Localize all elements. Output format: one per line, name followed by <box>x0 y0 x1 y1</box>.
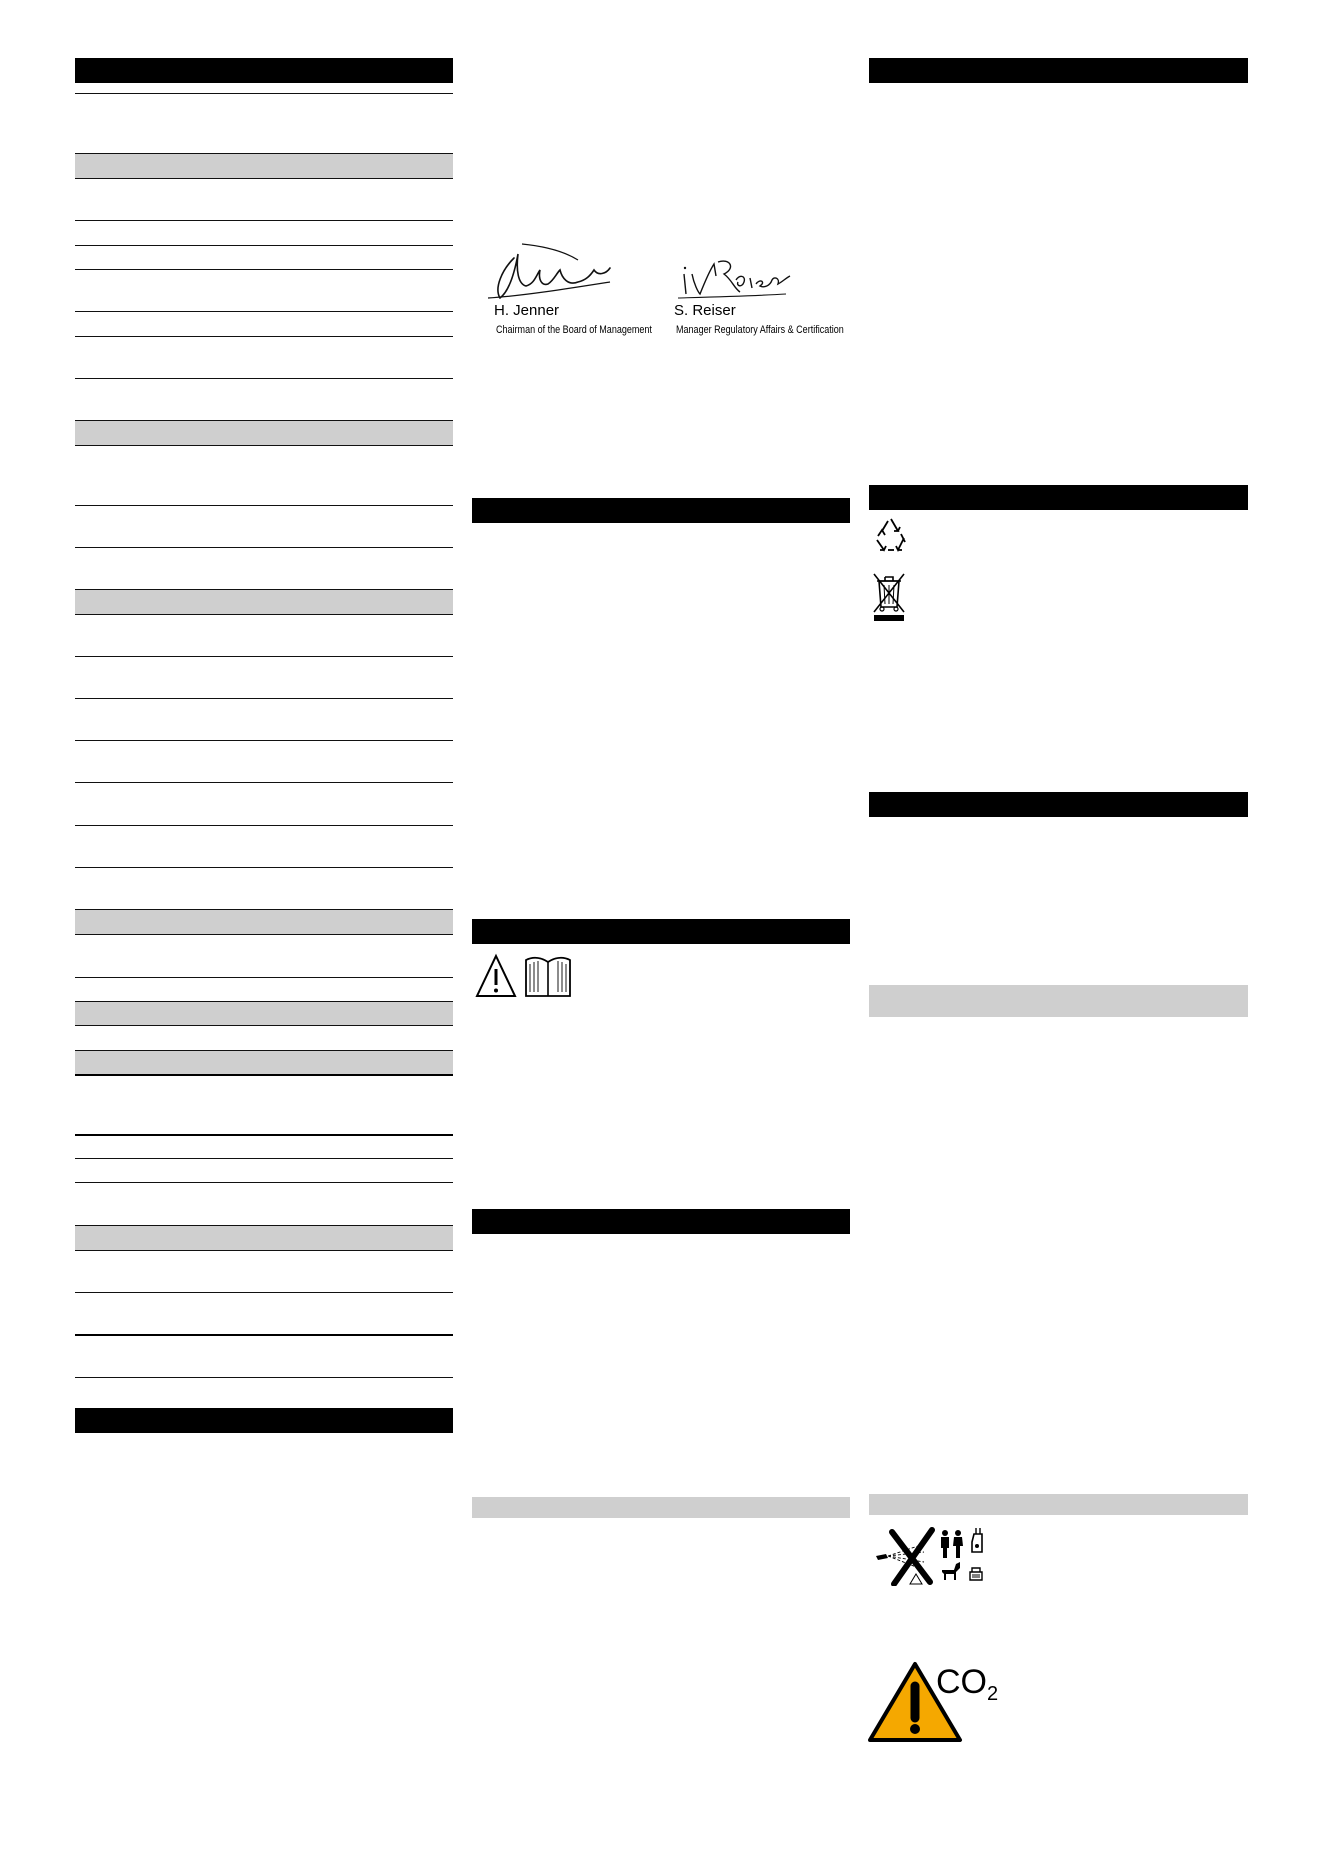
section-header-bar <box>869 792 1248 817</box>
table-rule <box>75 934 453 935</box>
table-rule <box>75 1050 453 1051</box>
table-rule <box>75 1001 453 1002</box>
warning-read-manual-icon <box>474 952 574 1000</box>
table-group-row <box>75 1225 453 1250</box>
section-header-bar <box>472 1209 850 1234</box>
section-header-bar <box>75 58 453 83</box>
table-rule <box>75 311 453 312</box>
table-rule <box>75 220 453 221</box>
table-rule <box>75 420 453 421</box>
table-rule <box>75 698 453 699</box>
subsection-header-bar <box>869 1494 1248 1515</box>
table-group-row <box>75 1001 453 1025</box>
signatory-title: Chairman of the Board of Management <box>496 324 652 336</box>
table-rule <box>75 1134 453 1136</box>
subsection-header-bar <box>472 1497 850 1518</box>
table-rule <box>75 977 453 978</box>
table-rule <box>75 378 453 379</box>
table-rule <box>75 867 453 868</box>
table-rule <box>75 614 453 615</box>
recycle-icon <box>874 516 908 554</box>
table-rule <box>75 1225 453 1226</box>
table-rule <box>75 825 453 826</box>
table-rule <box>75 269 453 270</box>
section-header-bar <box>75 1408 453 1433</box>
table-rule <box>75 1377 453 1378</box>
table-rule <box>75 445 453 446</box>
table-group-row <box>75 153 453 178</box>
table-group-row <box>75 909 453 934</box>
table-rule <box>75 1025 453 1026</box>
table-group-row <box>75 420 453 445</box>
signature-jenner <box>482 240 622 302</box>
table-rule <box>75 1250 453 1251</box>
table-rule <box>75 909 453 910</box>
table-rule <box>75 782 453 783</box>
signature-block <box>478 240 858 340</box>
table-rule <box>75 1158 453 1159</box>
section-header-bar <box>472 919 850 944</box>
crossed-out-bin-icon <box>871 571 907 623</box>
signatory-name: H. Jenner <box>494 302 560 319</box>
table-rule <box>75 656 453 657</box>
table-rule <box>75 245 453 246</box>
table-rule <box>75 153 453 154</box>
table-rule <box>75 336 453 337</box>
table-rule <box>75 178 453 179</box>
table-rule <box>75 1074 453 1076</box>
do-not-spray-people-animals-electrics-icon <box>872 1524 1002 1586</box>
section-header-bar <box>869 485 1248 510</box>
table-rule <box>75 547 453 548</box>
co2-label: $CO_2$ <box>936 1663 999 1705</box>
subsection-header-bar <box>869 985 1248 1017</box>
table-rule <box>75 505 453 506</box>
table-rule <box>75 740 453 741</box>
table-rule <box>75 1334 453 1336</box>
section-header-bar <box>472 498 850 523</box>
signatory-name: S. Reiser <box>674 302 736 319</box>
table-rule <box>75 1292 453 1293</box>
table-group-row <box>75 1050 453 1074</box>
signatory-title: Manager Regulatory Affairs & Certification <box>676 324 844 336</box>
section-header-bar <box>869 58 1248 83</box>
signature-reiser <box>674 240 794 302</box>
table-rule <box>75 589 453 590</box>
table-rule <box>75 93 453 94</box>
table-rule <box>75 1182 453 1183</box>
table-group-row <box>75 589 453 614</box>
